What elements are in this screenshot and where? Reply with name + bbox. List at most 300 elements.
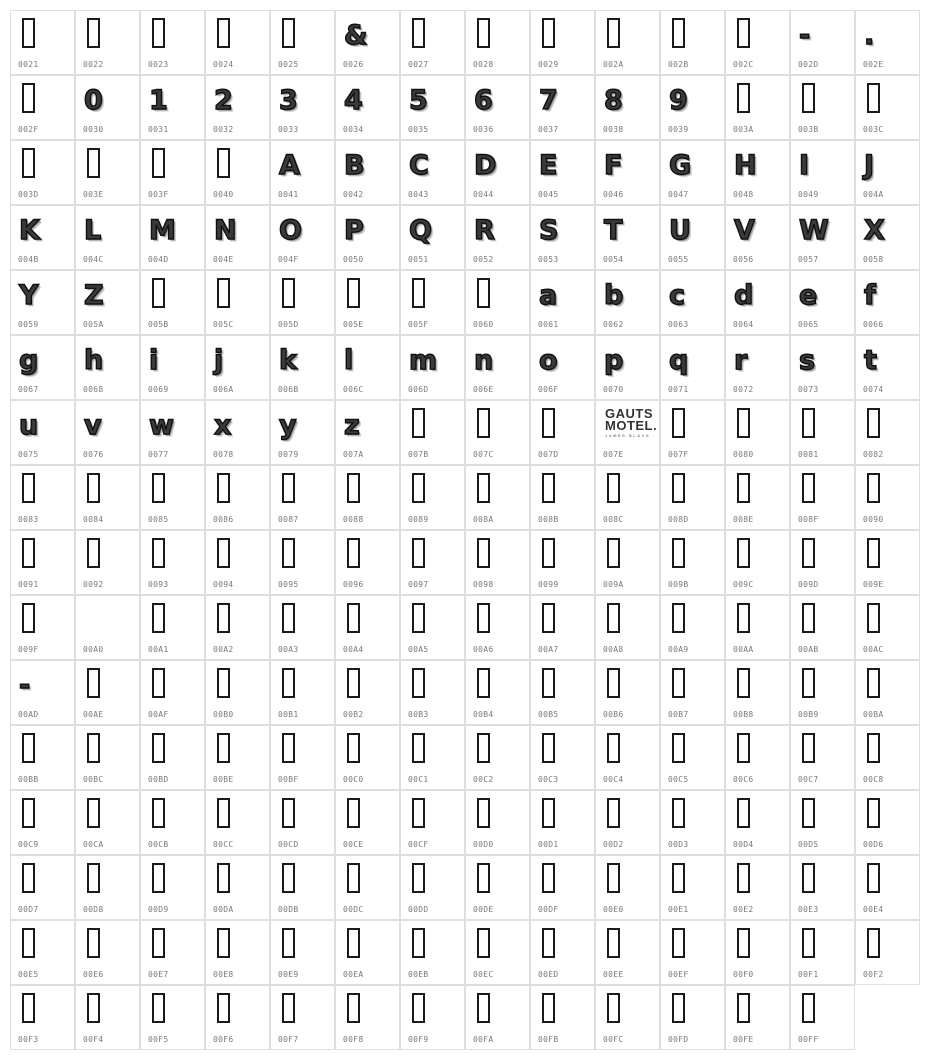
missing-glyph-box: [412, 668, 425, 698]
glyph-cell: [400, 400, 465, 465]
missing-glyph-box: [737, 473, 750, 503]
missing-glyph-box: [477, 733, 490, 763]
glyph-code: 005F: [408, 320, 429, 329]
glyph-cell: [140, 270, 205, 335]
glyph-code: 00A8: [603, 645, 624, 654]
missing-glyph-box: [607, 473, 620, 503]
glyph-cell: [140, 400, 205, 465]
glyph-code: 0087: [278, 515, 299, 524]
glyph-cell: [465, 530, 530, 595]
glyph-cell: [140, 790, 205, 855]
glyph-code: 004E: [213, 255, 234, 264]
missing-glyph-box: [152, 538, 165, 568]
missing-glyph-box: [152, 473, 165, 503]
glyph-char: n: [474, 344, 494, 376]
missing-glyph-box: [217, 603, 230, 633]
glyph-cell: [595, 660, 660, 725]
glyph-cell: [205, 530, 270, 595]
glyph-code: 00DA: [213, 905, 234, 914]
glyph-cell: [140, 335, 205, 400]
missing-glyph-box: [217, 733, 230, 763]
glyph-cell: [335, 205, 400, 270]
glyph-char: d: [734, 279, 754, 311]
glyph-code: 00ED: [538, 970, 559, 979]
missing-glyph-box: [867, 603, 880, 633]
glyph-code: 006E: [473, 385, 494, 394]
glyph-cell: [205, 140, 270, 205]
glyph-code: 002D: [798, 60, 819, 69]
glyph-cell: [660, 465, 725, 530]
glyph-cell: [530, 140, 595, 205]
missing-glyph-box: [542, 603, 555, 633]
glyph-cell: [855, 855, 920, 920]
glyph-code: 008D: [668, 515, 689, 524]
glyph-code: 0044: [473, 190, 494, 199]
glyph-code: 0076: [83, 450, 104, 459]
glyph-cell: [400, 985, 465, 1050]
glyph-cell: [790, 725, 855, 790]
missing-glyph-box: [867, 83, 880, 113]
glyph-cell: [270, 660, 335, 725]
glyph-code: 00CE: [343, 840, 364, 849]
glyph-code: 00C3: [538, 775, 559, 784]
missing-glyph-box: [217, 928, 230, 958]
glyph-cell: [75, 75, 140, 140]
glyph-cell: [465, 140, 530, 205]
glyph-code: 00F4: [83, 1035, 104, 1044]
missing-glyph-box: [542, 668, 555, 698]
glyph-code: 00F8: [343, 1035, 364, 1044]
missing-glyph-box: [607, 603, 620, 633]
glyph-char: T: [604, 214, 623, 246]
glyph-cell: [75, 205, 140, 270]
glyph-cell: [790, 270, 855, 335]
missing-glyph-box: [802, 733, 815, 763]
missing-glyph-box: [412, 603, 425, 633]
missing-glyph-box: [672, 993, 685, 1023]
glyph-code: 007A: [343, 450, 364, 459]
glyph-cell: [595, 985, 660, 1050]
glyph-cell: [205, 790, 270, 855]
logo-line: JAMES BLACK: [605, 432, 651, 438]
glyph-cell: [855, 660, 920, 725]
glyph-cell: [10, 920, 75, 985]
glyph-char: 1: [149, 84, 168, 116]
missing-glyph-box: [477, 408, 490, 438]
glyph-cell: [725, 725, 790, 790]
glyph-code: 003C: [863, 125, 884, 134]
glyph-code: 00D7: [18, 905, 39, 914]
glyph-code: 0059: [18, 320, 39, 329]
missing-glyph-box: [607, 733, 620, 763]
glyph-cell: [140, 855, 205, 920]
glyph-code: 003F: [148, 190, 169, 199]
glyph-code: 0093: [148, 580, 169, 589]
glyph-cell: [660, 725, 725, 790]
glyph-code: 00F6: [213, 1035, 234, 1044]
glyph-char: z: [344, 409, 360, 441]
glyph-code: 00F1: [798, 970, 819, 979]
glyph-cell: [465, 465, 530, 530]
missing-glyph-box: [737, 863, 750, 893]
glyph-cell: [725, 335, 790, 400]
glyph-cell: [270, 725, 335, 790]
missing-glyph-box: [412, 733, 425, 763]
glyph-code: 00FC: [603, 1035, 624, 1044]
glyph-code: 00B9: [798, 710, 819, 719]
logo-glyph: [605, 408, 657, 437]
missing-glyph-box: [217, 538, 230, 568]
glyph-code: 005C: [213, 320, 234, 329]
glyph-cell: [270, 140, 335, 205]
glyph-code: 00B2: [343, 710, 364, 719]
glyph-code: 0085: [148, 515, 169, 524]
glyph-cell: [75, 270, 140, 335]
glyph-code: 005E: [343, 320, 364, 329]
glyph-cell: [75, 790, 140, 855]
glyph-cell: [530, 10, 595, 75]
missing-glyph-box: [347, 993, 360, 1023]
missing-glyph-box: [22, 993, 35, 1023]
glyph-code: 002E: [863, 60, 884, 69]
glyph-cell: [790, 595, 855, 660]
glyph-cell: [75, 465, 140, 530]
missing-glyph-box: [867, 798, 880, 828]
glyph-code: 005D: [278, 320, 299, 329]
missing-glyph-box: [802, 928, 815, 958]
glyph-code: 00EA: [343, 970, 364, 979]
glyph-code: 0036: [473, 125, 494, 134]
glyph-code: 004C: [83, 255, 104, 264]
missing-glyph-box: [737, 993, 750, 1023]
glyph-char: v: [84, 409, 102, 441]
missing-glyph-box: [347, 733, 360, 763]
missing-glyph-box: [152, 18, 165, 48]
glyph-cell: [10, 205, 75, 270]
missing-glyph-box: [282, 18, 295, 48]
glyph-cell: [725, 790, 790, 855]
glyph-code: 00A6: [473, 645, 494, 654]
glyph-code: 0066: [863, 320, 884, 329]
missing-glyph-box: [607, 798, 620, 828]
glyph-cell: [790, 400, 855, 465]
glyph-cell: [660, 595, 725, 660]
missing-glyph-box: [802, 668, 815, 698]
glyph-cell: [335, 725, 400, 790]
glyph-code: 00BD: [148, 775, 169, 784]
glyph-code: 00CF: [408, 840, 429, 849]
glyph-cell: [790, 465, 855, 530]
missing-glyph-box: [282, 278, 295, 308]
glyph-code: 0075: [18, 450, 39, 459]
missing-glyph-box: [542, 798, 555, 828]
glyph-cell: [270, 920, 335, 985]
missing-glyph-box: [737, 83, 750, 113]
glyph-code: 00A3: [278, 645, 299, 654]
glyph-code: 0062: [603, 320, 624, 329]
glyph-code: 0094: [213, 580, 234, 589]
glyph-code: 0049: [798, 190, 819, 199]
missing-glyph-box: [672, 863, 685, 893]
glyph-cell: [205, 660, 270, 725]
missing-glyph-box: [737, 603, 750, 633]
glyph-cell: [10, 595, 75, 660]
glyph-cell: [465, 335, 530, 400]
glyph-cell: [10, 465, 75, 530]
glyph-cell: [530, 855, 595, 920]
glyph-code: 0068: [83, 385, 104, 394]
glyph-cell: [855, 530, 920, 595]
glyph-cell: [530, 465, 595, 530]
glyph-char: 9: [669, 84, 688, 116]
glyph-char: L: [84, 214, 102, 246]
glyph-char: X: [864, 214, 885, 246]
glyph-code: 00B1: [278, 710, 299, 719]
glyph-cell: [75, 140, 140, 205]
glyph-code: 0091: [18, 580, 39, 589]
missing-glyph-box: [867, 863, 880, 893]
glyph-code: 00F9: [408, 1035, 429, 1044]
glyph-char: j: [214, 344, 224, 376]
glyph-char: W: [799, 214, 829, 246]
glyph-code: 0039: [668, 125, 689, 134]
glyph-char: &: [344, 19, 368, 51]
glyph-code: 00B0: [213, 710, 234, 719]
glyph-cell: [10, 530, 75, 595]
glyph-cell: [530, 985, 595, 1050]
glyph-cell: [205, 335, 270, 400]
glyph-cell: [790, 75, 855, 140]
glyph-cell: [530, 595, 595, 660]
glyph-cell: [10, 660, 75, 725]
glyph-cell: [530, 920, 595, 985]
glyph-cell: [465, 595, 530, 660]
glyph-code: 00DC: [343, 905, 364, 914]
glyph-cell: [725, 75, 790, 140]
glyph-cell: [790, 855, 855, 920]
glyph-cell: [660, 985, 725, 1050]
missing-glyph-box: [217, 993, 230, 1023]
glyph-code: 00A9: [668, 645, 689, 654]
glyph-code: 0048: [733, 190, 754, 199]
glyph-code: 00B6: [603, 710, 624, 719]
missing-glyph-box: [672, 408, 685, 438]
missing-glyph-box: [672, 18, 685, 48]
glyph-cell: [530, 205, 595, 270]
missing-glyph-box: [672, 798, 685, 828]
glyph-code: 0035: [408, 125, 429, 134]
glyph-char: .: [864, 19, 875, 51]
glyph-code: 0028: [473, 60, 494, 69]
missing-glyph-box: [477, 863, 490, 893]
missing-glyph-box: [282, 993, 295, 1023]
glyph-char: 6: [474, 84, 493, 116]
glyph-code: 00AD: [18, 710, 39, 719]
glyph-cell: [335, 270, 400, 335]
glyph-cell: [855, 790, 920, 855]
glyph-code: 0024: [213, 60, 234, 69]
missing-glyph-box: [477, 18, 490, 48]
glyph-code: 004B: [18, 255, 39, 264]
glyph-code: 0026: [343, 60, 364, 69]
missing-glyph-box: [802, 798, 815, 828]
glyph-cell: [855, 205, 920, 270]
glyph-cell: [790, 140, 855, 205]
glyph-cell: [335, 790, 400, 855]
glyph-cell: [335, 400, 400, 465]
missing-glyph-box: [217, 278, 230, 308]
glyph-char: H: [734, 149, 757, 181]
missing-glyph-box: [542, 18, 555, 48]
glyph-cell: [75, 855, 140, 920]
glyph-code: 008B: [538, 515, 559, 524]
glyph-cell: [530, 530, 595, 595]
glyph-char: O: [279, 214, 302, 246]
glyph-code: 00E2: [733, 905, 754, 914]
glyph-code: 0045: [538, 190, 559, 199]
missing-glyph-box: [22, 538, 35, 568]
glyph-code: 00D8: [83, 905, 104, 914]
missing-glyph-box: [737, 733, 750, 763]
missing-glyph-box: [152, 278, 165, 308]
glyph-code: 0074: [863, 385, 884, 394]
glyph-cell: [790, 530, 855, 595]
glyph-code: 007E: [603, 450, 624, 459]
glyph-code: 00A2: [213, 645, 234, 654]
missing-glyph-box: [477, 993, 490, 1023]
missing-glyph-box: [282, 733, 295, 763]
missing-glyph-box: [477, 538, 490, 568]
glyph-code: 00DE: [473, 905, 494, 914]
glyph-cell: [10, 400, 75, 465]
glyph-cell: [530, 335, 595, 400]
glyph-code: 00C4: [603, 775, 624, 784]
glyph-code: 0030: [83, 125, 104, 134]
glyph-code: 00F7: [278, 1035, 299, 1044]
missing-glyph-box: [412, 538, 425, 568]
glyph-code: 00DB: [278, 905, 299, 914]
glyph-char: k: [279, 344, 297, 376]
glyph-code: 004A: [863, 190, 884, 199]
missing-glyph-box: [87, 668, 100, 698]
glyph-code: 00D0: [473, 840, 494, 849]
glyph-code: 00E4: [863, 905, 884, 914]
glyph-code: 009F: [18, 645, 39, 654]
glyph-char: D: [474, 149, 497, 181]
missing-glyph-box: [607, 863, 620, 893]
glyph-code: 00E3: [798, 905, 819, 914]
missing-glyph-box: [802, 993, 815, 1023]
glyph-cell: [400, 270, 465, 335]
glyph-cell: [465, 270, 530, 335]
glyph-char: m: [409, 344, 438, 376]
missing-glyph-box: [737, 668, 750, 698]
missing-glyph-box: [217, 863, 230, 893]
glyph-char: M: [149, 214, 176, 246]
glyph-code: 0056: [733, 255, 754, 264]
glyph-cell: [400, 205, 465, 270]
missing-glyph-box: [802, 538, 815, 568]
glyph-cell: [270, 270, 335, 335]
glyph-cell: [75, 400, 140, 465]
missing-glyph-box: [867, 928, 880, 958]
glyph-char: U: [669, 214, 691, 246]
glyph-cell: [140, 985, 205, 1050]
glyph-code: 00EE: [603, 970, 624, 979]
glyph-cell: [270, 855, 335, 920]
glyph-cell: [595, 205, 660, 270]
glyph-char: F: [604, 149, 623, 181]
glyph-code: 0092: [83, 580, 104, 589]
glyph-code: 00F0: [733, 970, 754, 979]
glyph-cell: [335, 855, 400, 920]
glyph-code: 0025: [278, 60, 299, 69]
glyph-cell: [400, 660, 465, 725]
glyph-char: Z: [84, 279, 104, 311]
glyph-char: V: [734, 214, 755, 246]
glyph-cell: [205, 465, 270, 530]
glyph-cell: [790, 985, 855, 1050]
glyph-code: 00FE: [733, 1035, 754, 1044]
glyph-code: 0073: [798, 385, 819, 394]
glyph-code: 00A4: [343, 645, 364, 654]
glyph-cell: [725, 10, 790, 75]
glyph-char: p: [604, 344, 624, 376]
glyph-cell: [400, 335, 465, 400]
glyph-code: 009A: [603, 580, 624, 589]
glyph-code: 00FA: [473, 1035, 494, 1044]
missing-glyph-box: [347, 668, 360, 698]
glyph-cell: [140, 205, 205, 270]
glyph-code: 0083: [18, 515, 39, 524]
glyph-code: 00AC: [863, 645, 884, 654]
glyph-code: 00F2: [863, 970, 884, 979]
glyph-code: 00BC: [83, 775, 104, 784]
glyph-cell: [855, 270, 920, 335]
glyph-code: 00EB: [408, 970, 429, 979]
glyph-cell: [10, 985, 75, 1050]
glyph-cell: [270, 75, 335, 140]
glyph-char: h: [84, 344, 104, 376]
glyph-code: 0072: [733, 385, 754, 394]
missing-glyph-box: [412, 993, 425, 1023]
glyph-code: 004D: [148, 255, 169, 264]
glyph-cell: [790, 920, 855, 985]
glyph-char: t: [864, 344, 877, 376]
missing-glyph-box: [152, 603, 165, 633]
glyph-code: 0071: [668, 385, 689, 394]
glyph-code: 006C: [343, 385, 364, 394]
glyph-cell: [530, 400, 595, 465]
glyph-code: 002B: [668, 60, 689, 69]
glyph-cell: [595, 465, 660, 530]
glyph-code: 00FB: [538, 1035, 559, 1044]
glyph-cell: [660, 920, 725, 985]
glyph-code: 0033: [278, 125, 299, 134]
missing-glyph-box: [607, 928, 620, 958]
missing-glyph-box: [22, 603, 35, 633]
glyph-code: 0065: [798, 320, 819, 329]
glyph-cell: [205, 920, 270, 985]
glyph-cell: [335, 595, 400, 660]
glyph-cell: [400, 140, 465, 205]
glyph-cell: [75, 595, 140, 660]
glyph-cell: [660, 270, 725, 335]
glyph-code: 00AB: [798, 645, 819, 654]
glyph-code: 0037: [538, 125, 559, 134]
glyph-code: 0042: [343, 190, 364, 199]
glyph-cell: [270, 595, 335, 660]
